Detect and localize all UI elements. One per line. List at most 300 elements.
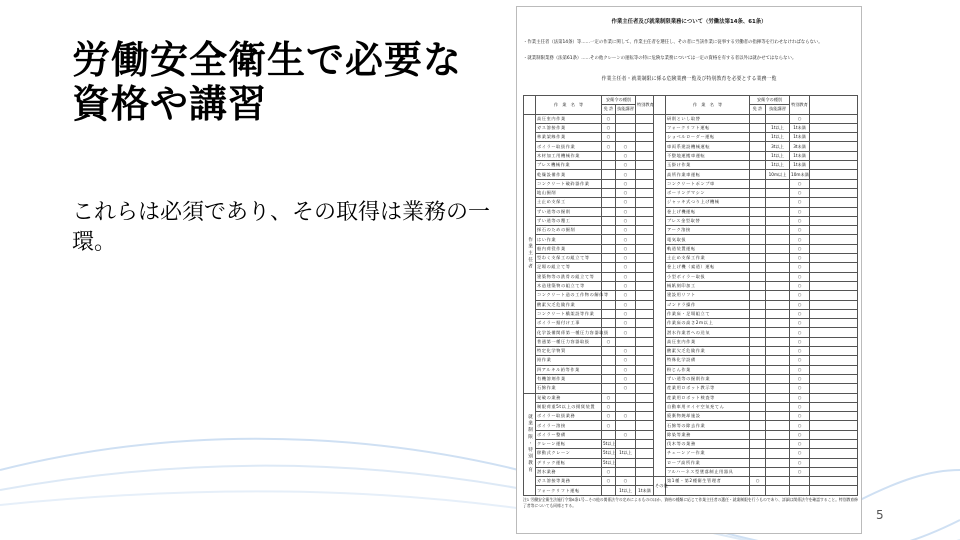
menkyo-right [750,458,766,467]
menkyo-left: 5t以上 [602,458,616,467]
work-name-right: 車両系建設機械運転 [666,142,750,151]
work-name-right: 自動車用タイヤ空気充てん [666,402,750,411]
menkyo-right [750,114,766,123]
tokubetsu-left [636,207,654,216]
ginou-right: 10m以上 [766,170,790,179]
ginou-left [616,133,636,142]
ginou-left: ○ [616,263,636,272]
ginou-left: ○ [616,235,636,244]
work-name-left: 鉛作業 [536,356,602,365]
menkyo-right [750,151,766,160]
ginou-right [766,254,790,263]
work-name-left: ガス溶接作業 [536,123,602,132]
ginou-right [766,281,790,290]
ginou-right [766,384,790,393]
table-row [524,412,858,421]
tokubetsu-left [636,393,654,402]
work-name-right: 玉掛け作業 [666,161,750,170]
tokubetsu-right: ○ [790,309,810,318]
tokubetsu-left [636,161,654,170]
tokubetsu-left [636,291,654,300]
table-row [524,430,858,439]
tokubetsu-right: ○ [790,281,810,290]
blank-cell [810,421,858,430]
tokubetsu-right: ○ [790,365,810,374]
table-row [524,170,858,179]
work-name-left: 酸素欠乏危険作業 [536,300,602,309]
ginou-right [766,309,790,318]
ginou-right [766,486,790,495]
work-name-left: 移動式クレーン [536,449,602,458]
menkyo-right [750,291,766,300]
menkyo-left: ○ [602,337,616,346]
ginou-right [766,467,790,476]
table-row [524,421,858,430]
work-name-left: 足場の組立て等 [536,263,602,272]
ginou-right [766,114,790,123]
license-head-left: 安衛令の種別 [602,96,636,105]
ginou-left: 1t以上 [616,486,636,495]
tokubetsu-right: ○ [790,393,810,402]
blank-cell [810,384,858,393]
menkyo-right: ○ [750,477,766,486]
category-left-2: 就業制限・特別教育 [524,393,536,495]
work-name-right: 建設用リフト [666,291,750,300]
work-name-right: 小型ボイラー取扱 [666,272,750,281]
work-name-left: ボイラー取扱作業 [536,142,602,151]
menkyo-left [602,281,616,290]
blank-cell [810,449,858,458]
blank-cell [810,161,858,170]
ginou-left: ○ [616,142,636,151]
table-row [524,235,858,244]
ginou-right [766,430,790,439]
menkyo-left [602,356,616,365]
ginou-right: 1t以上 [766,123,790,132]
table-row [524,449,858,458]
ginou-right [766,244,790,253]
blank-cell [810,244,858,253]
blank-cell [810,309,858,318]
blank-cell [810,207,858,216]
blank-cell [810,328,858,337]
work-name-right: 伐木等の業務 [666,439,750,448]
ginou-left: ○ [616,365,636,374]
ginou-right [766,188,790,197]
work-name-left: 有機溶剤作業 [536,374,602,383]
slide-title: 労働安全衛生で必要な資格や講習 [72,38,463,126]
tokubetsu-left: 1t未満 [636,486,654,495]
tokubetsu-right: 1t未満 [790,123,810,132]
work-name-right: ボーリングマシン [666,188,750,197]
work-name-left: ずい道等の覆工 [536,216,602,225]
tokubetsu-left [636,402,654,411]
ginou-left: ○ [616,356,636,365]
ginou-left [616,421,636,430]
table-row [524,347,858,356]
tokubetsu-right: ○ [790,319,810,328]
menkyo-left [602,374,616,383]
work-name-right: 第1種・第2種衛生管理者 [666,477,750,486]
ginou-left: ○ [616,216,636,225]
ginou-right [766,347,790,356]
menkyo-left [602,365,616,374]
tokubetsu-right: ○ [790,188,810,197]
ginou-left: ○ [616,328,636,337]
work-name-left: クレーン運転 [536,439,602,448]
table-row [524,402,858,411]
blank-cell [810,486,858,495]
tokubetsu-left [636,179,654,188]
tokubetsu-right: ○ [790,300,810,309]
ginou-left: ○ [616,347,636,356]
tokubetsu-right: ○ [790,439,810,448]
tokubetsu-left [636,235,654,244]
work-name-right: 粉じん作業 [666,365,750,374]
work-name-right: 研削といし取替 [666,114,750,123]
work-name-left: ボイラー整備 [536,430,602,439]
ginou-left [616,393,636,402]
table-row [524,188,858,197]
menkyo-left: ○ [602,133,616,142]
tokubetsu-right: ○ [790,291,810,300]
tokubetsu-right: ○ [790,412,810,421]
tokubetsu-right: ○ [790,207,810,216]
tokubetsu-left [636,170,654,179]
menkyo-left [602,319,616,328]
ginou-left: ○ [616,477,636,486]
col-ginou-left: 技能講習 [616,105,636,114]
menkyo-right [750,161,766,170]
embedded-document-image [516,6,862,534]
menkyo-right [750,467,766,476]
ginou-right [766,198,790,207]
table-row [524,374,858,383]
document-footnote: 注1 労働安全衛生法施行令第6条1号…その他の関係法令の定めによるもののほか、資格の種類に応じて作業主任者の選任・就業制限を行うものであり、詳細は関係法令を確認すること。特別教育修了者等についても同様とする。 [523,497,858,508]
ginou-right [766,263,790,272]
tokubetsu-left [636,272,654,281]
col-tokubetsu-left: 特別教育 [636,96,654,115]
menkyo-right [750,384,766,393]
ginou-right [766,412,790,421]
menkyo-left: 5t以上 [602,439,616,448]
menkyo-left: 5t以上 [602,449,616,458]
menkyo-left: ○ [602,114,616,123]
tokubetsu-right: ○ [790,235,810,244]
menkyo-right [750,402,766,411]
menkyo-right [750,393,766,402]
ginou-right [766,356,790,365]
menkyo-right [750,142,766,151]
menkyo-left [602,198,616,207]
tokubetsu-left [636,356,654,365]
work-name-left: デリック運転 [536,458,602,467]
table-row [524,300,858,309]
blank-cell [810,374,858,383]
table-row [524,281,858,290]
tokubetsu-left [636,114,654,123]
work-name-left: フォークリフト運転 [536,486,602,495]
menkyo-left [602,272,616,281]
ginou-right [766,328,790,337]
menkyo-left [602,300,616,309]
ginou-left: ○ [616,151,636,160]
blank-cell [810,412,858,421]
work-name-right: ショベルローダー運転 [666,133,750,142]
ginou-left [616,458,636,467]
work-name-left: コンクリート造の工作物の解体等 [536,291,602,300]
menkyo-left: ○ [602,467,616,476]
tokubetsu-right: ○ [790,356,810,365]
menkyo-left: ○ [602,402,616,411]
tokubetsu-right: ○ [790,198,810,207]
license-head-right: 安衛令の種別 [750,96,790,105]
tokubetsu-right: ○ [790,263,810,272]
ginou-right [766,458,790,467]
work-name-left: 高圧室内作業 [536,114,602,123]
work-name-left: 発破の業務 [536,393,602,402]
menkyo-right [750,374,766,383]
menkyo-right [750,365,766,374]
work-name-left: コンクリート橋架設等作業 [536,309,602,318]
work-name-right: コンクリートポンプ車 [666,179,750,188]
ginou-left: ○ [616,161,636,170]
blank-cell [810,356,858,365]
menkyo-left [602,347,616,356]
menkyo-right [750,133,766,142]
col-menkyo-right: 免 許 [750,105,766,114]
tokubetsu-right: ○ [790,216,810,225]
tokubetsu-left [636,226,654,235]
tokubetsu-left [636,216,654,225]
blank-cell [810,216,858,225]
blank-cell [810,179,858,188]
table-row [524,198,858,207]
ginou-right [766,374,790,383]
tokubetsu-right: ○ [790,384,810,393]
menkyo-right [750,244,766,253]
ginou-left: ○ [616,319,636,328]
work-name-left: ボイラー取扱業務 [536,412,602,421]
ginou-left [616,402,636,411]
menkyo-left [602,486,616,495]
work-name-right: ずい道等の掘削作業 [666,374,750,383]
work-name-right [666,486,750,495]
work-name-left: ボイラー溶接 [536,421,602,430]
blank-cell [810,458,858,467]
table-row [524,151,858,160]
work-name-left: 特定化学物質 [536,347,602,356]
menkyo-right [750,170,766,179]
work-name-right: プレス金型取替 [666,216,750,225]
work-name-left: 木造建築物の組立て等 [536,281,602,290]
tokubetsu-right: ○ [790,449,810,458]
menkyo-right [750,421,766,430]
table-row [524,337,858,346]
work-name-left: 土止め支保工 [536,198,602,207]
ginou-left: ○ [616,384,636,393]
tokubetsu-left [636,365,654,374]
table-row [524,309,858,318]
work-name-right: 特殊化学設備 [666,356,750,365]
work-name-right: 土止め支保工作業 [666,254,750,263]
tokubetsu-left [636,374,654,383]
ginou-left: ○ [616,207,636,216]
ginou-right [766,216,790,225]
work-name-right: 酸素欠乏危険作業 [666,347,750,356]
tokubetsu-left [636,300,654,309]
work-name-right: 電気取扱 [666,235,750,244]
ginou-left [616,337,636,346]
blank-cell [810,263,858,272]
table-row [524,254,858,263]
tokubetsu-right: 3t未満 [790,142,810,151]
table-row [524,365,858,374]
work-name-right: 産業用ロボット検査等 [666,393,750,402]
ginou-right: 1t以上 [766,151,790,160]
work-name-right: 潜水作業者への送気 [666,328,750,337]
menkyo-left: ○ [602,412,616,421]
work-name-right: 巻上げ機運転 [666,207,750,216]
ginou-right [766,449,790,458]
tokubetsu-left [636,430,654,439]
tokubetsu-left [636,328,654,337]
tokubetsu-right: 10m未満 [790,170,810,179]
menkyo-left: ○ [602,123,616,132]
col-menkyo-left: 免 許 [602,105,616,114]
work-name-right: フォークリフト運転 [666,123,750,132]
tokubetsu-left [636,467,654,476]
table-row [524,123,858,132]
work-name-left: 建築物等の鉄骨の組立て等 [536,272,602,281]
slide-body-text: これらは必須であり、その取得は業務の一環。 [72,200,491,255]
work-name-left: 四アルキル鉛等作業 [536,365,602,374]
ginou-left [616,114,636,123]
work-name-left: ガス溶接等業務 [536,477,602,486]
work-name-left: はい作業 [536,235,602,244]
ginou-left: ○ [616,226,636,235]
menkyo-right [750,430,766,439]
menkyo-left [602,263,616,272]
menkyo-right [750,188,766,197]
menkyo-right [750,328,766,337]
tokubetsu-left [636,142,654,151]
menkyo-right [750,226,766,235]
work-name-left: 制限荷重5t以上の揚貨装置 [536,402,602,411]
ginou-left [616,439,636,448]
tokubetsu-right: ○ [790,272,810,281]
menkyo-right [750,272,766,281]
ginou-right [766,365,790,374]
tokubetsu-right: ○ [790,328,810,337]
tokubetsu-right: ○ [790,467,810,476]
blank-cell [810,337,858,346]
table-row [524,179,858,188]
col-ginou-right: 技能講習 [766,105,790,114]
blank-cell [810,123,858,132]
tokubetsu-left [636,123,654,132]
ginou-right [766,207,790,216]
tokubetsu-right: ○ [790,374,810,383]
table-row [524,226,858,235]
qualification-table [523,95,858,496]
col-work-right: 作 業 名 等 [666,96,750,115]
blank-cell [810,439,858,448]
tokubetsu-right: ○ [790,226,810,235]
tokubetsu-left [636,384,654,393]
blank-cell [810,226,858,235]
ginou-right [766,226,790,235]
work-name-left: ずい道等の掘削 [536,207,602,216]
document-line-2: ・就業制限業務（法第61条）……その他クレーンの運転等の特に危険な業務については一定の資格を有する者以外は就かせてはならない。 [523,56,797,61]
menkyo-right [750,207,766,216]
menkyo-left: ○ [602,393,616,402]
table-row [524,467,858,476]
blank-cell [810,235,858,244]
qualification-table-body [524,114,858,495]
menkyo-right [750,486,766,495]
ginou-left: ○ [616,300,636,309]
table-row [524,384,858,393]
work-name-right: 械紙刻印加工 [666,281,750,290]
menkyo-right [750,281,766,290]
blank-cell [810,430,858,439]
menkyo-right [750,123,766,132]
tokubetsu-right: ○ [790,347,810,356]
menkyo-right [750,347,766,356]
tokubetsu-right: ○ [790,244,810,253]
table-row [524,272,858,281]
menkyo-left [602,235,616,244]
work-name-left: 石綿作業 [536,384,602,393]
table-row [524,244,858,253]
work-name-right: 除染等業務 [666,430,750,439]
ginou-left: ○ [616,430,636,439]
ginou-left: 1t以上 [616,449,636,458]
menkyo-right [750,337,766,346]
ginou-left: ○ [616,188,636,197]
table-row [524,458,858,467]
tokubetsu-right [790,477,810,486]
tokubetsu-left [636,133,654,142]
menkyo-right [750,439,766,448]
menkyo-right [750,235,766,244]
work-name-left: 採石のための掘削 [536,226,602,235]
category-left-1: 作業主任者 [524,114,536,393]
menkyo-left [602,226,616,235]
tokubetsu-right: 1t未満 [790,151,810,160]
document-title: 作業主任者及び就業制限業務について（労働法第14条、61条） [611,19,767,25]
tokubetsu-left [636,309,654,318]
menkyo-right [750,179,766,188]
tokubetsu-left [636,337,654,346]
blank-cell [810,393,858,402]
blank-cell [810,467,858,476]
work-name-left: プレス機械作業 [536,161,602,170]
ginou-left: ○ [616,170,636,179]
document-line-1: ・作業主任者（法第14条）等……一定の作業に関して、作業主任者を選任し、その者に当該作業に従事する労働者の指揮等を行わせなければならない。 [523,40,823,45]
ginou-right [766,477,790,486]
table-row [524,133,858,142]
work-name-right: 高圧室内作業 [666,337,750,346]
tokubetsu-right: ○ [790,421,810,430]
tokubetsu-left [636,254,654,263]
menkyo-right [750,449,766,458]
ginou-right: 3t以上 [766,142,790,151]
menkyo-left [602,179,616,188]
ginou-right [766,319,790,328]
ginou-right [766,439,790,448]
